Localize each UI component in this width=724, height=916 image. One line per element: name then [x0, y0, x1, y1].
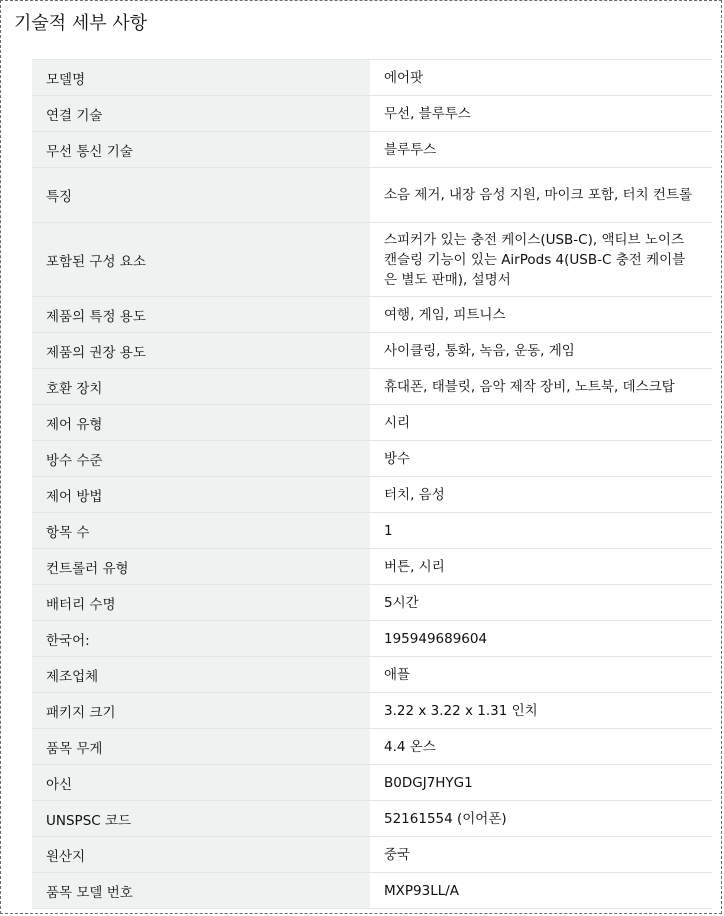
spec-row-water-resistance — [32, 441, 712, 477]
spec-label: 제조업체 — [32, 657, 370, 693]
spec-row-manufacturer — [32, 657, 712, 693]
spec-row-wireless-tech — [32, 132, 712, 168]
spec-row-upc — [32, 621, 712, 657]
spec-row-included-components — [32, 223, 712, 297]
spec-value: 방수 — [384, 450, 411, 467]
spec-value: 3.22 x 3.22 x 1.31 인치 — [384, 702, 538, 719]
spec-label: 모델명 — [32, 60, 370, 96]
spec-label: 한국어: — [32, 621, 370, 657]
spec-row-battery-life — [32, 585, 712, 621]
spec-value: 여행, 게임, 피트니스 — [384, 306, 506, 323]
spec-value: 5시간 — [384, 594, 419, 611]
spec-value: 에어팟 — [384, 69, 424, 86]
spec-value: MXP93LL/A — [384, 882, 460, 899]
spec-label: 제품의 특정 용도 — [32, 297, 370, 333]
spec-value: 중국 — [384, 846, 411, 863]
spec-value: 사이클링, 통화, 녹음, 운동, 게임 — [384, 342, 575, 359]
spec-label: 아신 — [32, 765, 370, 801]
spec-value: 4.4 온스 — [384, 738, 436, 755]
spec-value: 1 — [384, 522, 393, 539]
spec-label: 특징 — [32, 168, 370, 223]
spec-value: 52161554 (이어폰) — [384, 810, 507, 827]
spec-label: UNSPSC 코드 — [32, 801, 370, 837]
spec-label: 제품의 권장 용도 — [32, 333, 370, 369]
spec-label: 무선 통신 기술 — [32, 132, 370, 168]
spec-value: 블루투스 — [384, 141, 437, 158]
spec-row-control-type — [32, 405, 712, 441]
spec-label: 원산지 — [32, 837, 370, 873]
spec-row-features — [32, 168, 712, 223]
spec-row-connectivity — [32, 96, 712, 132]
spec-value: 휴대폰, 태블릿, 음악 제작 장비, 노트북, 데스크탑 — [384, 378, 675, 395]
spec-row-item-count — [32, 513, 712, 549]
spec-row-unspsc-code — [32, 801, 712, 837]
spec-value: 무선, 블루투스 — [384, 105, 471, 122]
spec-value: 버튼, 시리 — [384, 558, 445, 575]
spec-row-model-number — [32, 873, 712, 909]
spec-value: 소음 제거, 내장 음성 지원, 마이크 포함, 터치 컨트롤 — [384, 187, 693, 203]
spec-label: 배터리 수명 — [32, 585, 370, 621]
spec-value: 195949689604 — [384, 630, 488, 647]
spec-row-model-name — [32, 60, 712, 96]
spec-row-item-weight — [32, 729, 712, 765]
spec-value: 스피커가 있는 충전 케이스(USB-C), 액티브 노이즈 캔슬링 기능이 있는 AirPods 4(USB-C 충전 케이블은 별도 판매), 설명서 — [384, 231, 686, 288]
spec-label: 호환 장치 — [32, 369, 370, 405]
spec-row-recommended-uses — [32, 333, 712, 369]
spec-label: 품목 무게 — [32, 729, 370, 765]
spec-row-package-dimensions — [32, 693, 712, 729]
spec-value: B0DGJ7HYG1 — [384, 774, 473, 791]
spec-row-specific-uses — [32, 297, 712, 333]
spec-row-control-method — [32, 477, 712, 513]
spec-value: 애플 — [384, 666, 411, 683]
spec-row-country-of-origin — [32, 837, 712, 873]
spec-label: 연결 기술 — [32, 96, 370, 132]
spec-row-asin — [32, 765, 712, 801]
technical-details-table — [32, 59, 712, 909]
spec-row-compatible-devices — [32, 369, 712, 405]
spec-label: 컨트롤러 유형 — [32, 549, 370, 585]
spec-label: 패키지 크기 — [32, 693, 370, 729]
spec-label: 제어 방법 — [32, 477, 370, 513]
spec-value: 터치, 음성 — [384, 486, 445, 503]
spec-label: 제어 유형 — [32, 405, 370, 441]
spec-label: 품목 모델 번호 — [32, 873, 370, 909]
spec-label: 항목 수 — [32, 513, 370, 549]
spec-value: 시리 — [384, 414, 411, 431]
spec-label: 방수 수준 — [32, 441, 370, 477]
spec-row-controller-type — [32, 549, 712, 585]
spec-label: 포함된 구성 요소 — [32, 223, 370, 297]
section-title: 기술적 세부 사항 — [14, 13, 148, 34]
